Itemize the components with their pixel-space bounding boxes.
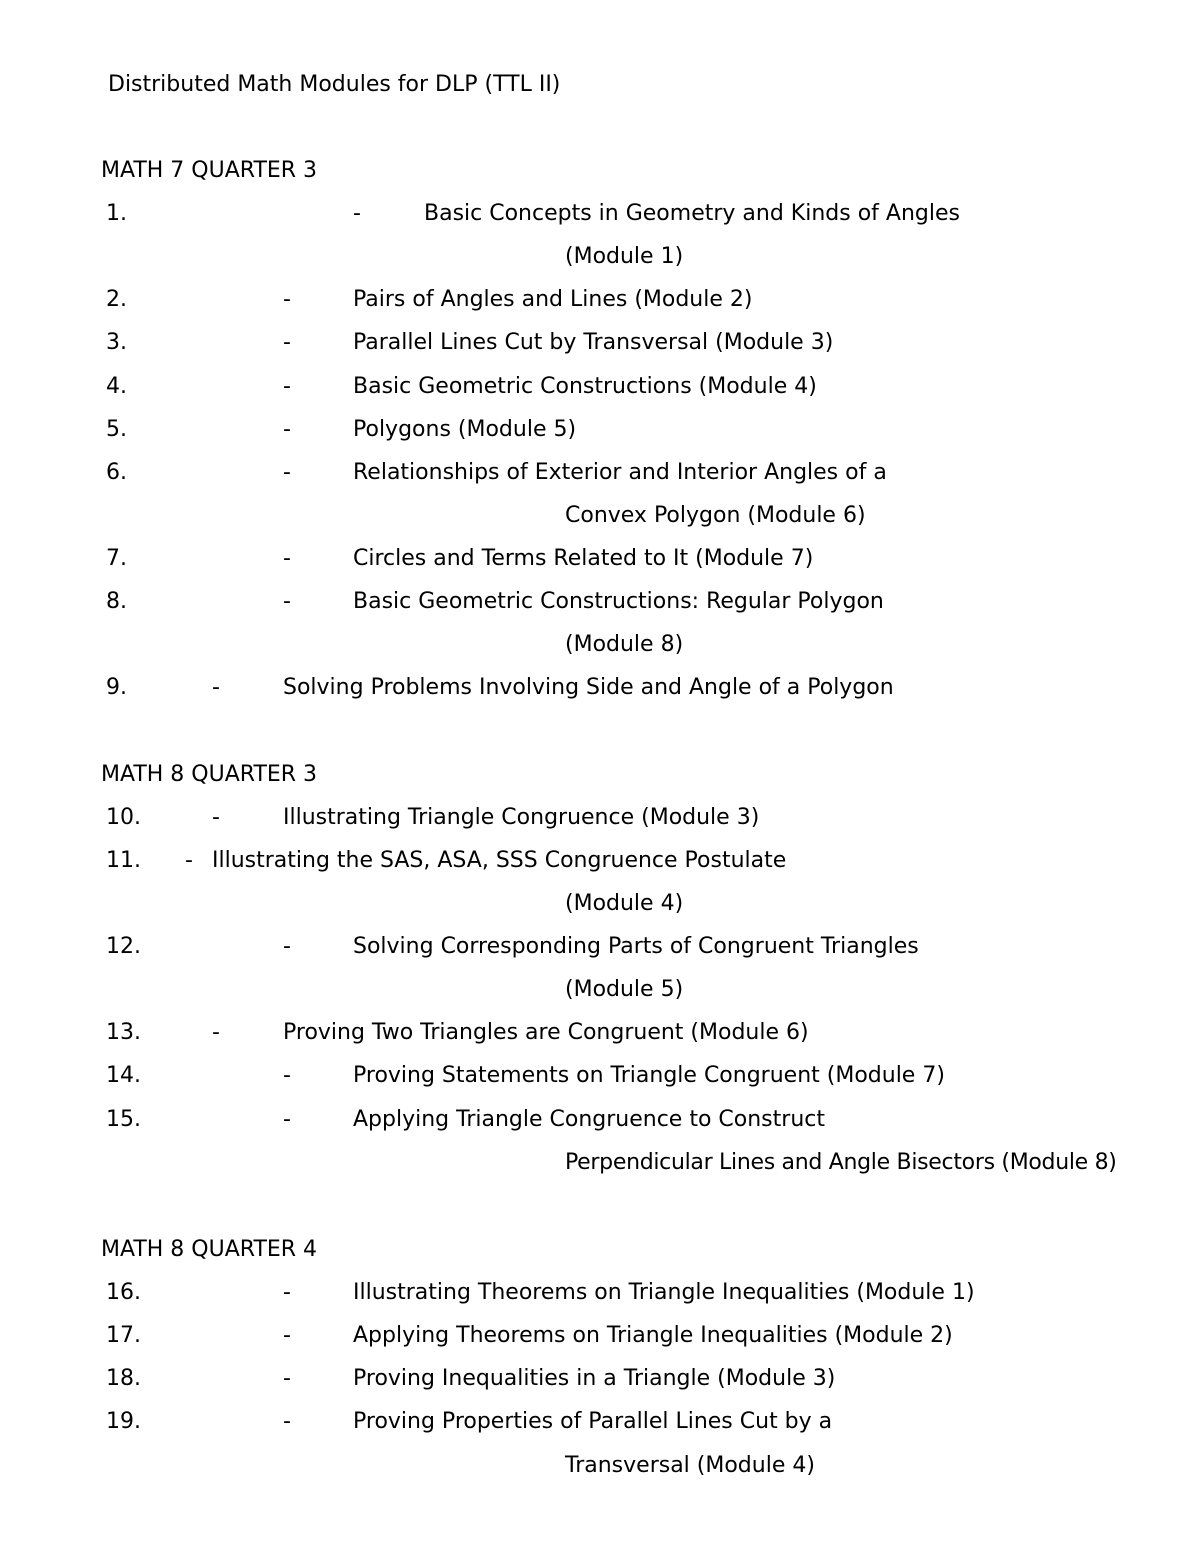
item-dash: - (283, 1280, 291, 1305)
item-continuation: Perpendicular Lines and Angle Bisectors (Module 8) (565, 1150, 1117, 1175)
item-number: 6. (106, 460, 127, 485)
item-dash: - (283, 417, 291, 442)
item-text: Solving Problems Involving Side and Angle of a Polygon (283, 675, 894, 700)
item-text: Proving Statements on Triangle Congruent (Module 7) (353, 1063, 945, 1088)
item-continuation: Convex Polygon (Module 6) (565, 503, 866, 528)
item-dash: - (283, 934, 291, 959)
item-number: 17. (106, 1323, 141, 1348)
item-continuation: Transversal (Module 4) (565, 1453, 815, 1478)
item-text: Parallel Lines Cut by Transversal (Module 3) (353, 330, 834, 355)
section-heading-math7-q3: MATH 7 QUARTER 3 (101, 158, 318, 183)
item-number: 14. (106, 1063, 141, 1088)
item-text: Circles and Terms Related to It (Module 7) (353, 546, 814, 571)
item-text: Proving Two Triangles are Congruent (Module 6) (283, 1020, 809, 1045)
item-dash: - (283, 1107, 291, 1132)
item-number: 18. (106, 1366, 141, 1391)
item-text: Illustrating Triangle Congruence (Module 3) (283, 805, 760, 830)
item-dash: - (212, 675, 220, 700)
item-number: 3. (106, 330, 127, 355)
document-title: Distributed Math Modules for DLP (TTL II) (108, 72, 561, 97)
section-heading-math8-q4: MATH 8 QUARTER 4 (101, 1237, 318, 1262)
item-dash: - (212, 805, 220, 830)
item-continuation: (Module 8) (565, 632, 684, 657)
item-text: Basic Geometric Constructions (Module 4) (353, 374, 817, 399)
item-dash: - (353, 201, 361, 226)
item-dash: - (283, 374, 291, 399)
item-dash: - (283, 1409, 291, 1434)
item-number: 12. (106, 934, 141, 959)
item-dash: - (283, 287, 291, 312)
item-text: Polygons (Module 5) (353, 417, 577, 442)
item-number: 19. (106, 1409, 141, 1434)
item-text: Relationships of Exterior and Interior Angles of a (353, 460, 887, 485)
item-dash: - (283, 546, 291, 571)
item-text: Illustrating Theorems on Triangle Inequalities (Module 1) (353, 1280, 975, 1305)
item-number: 11. (106, 848, 141, 873)
item-number: 7. (106, 546, 127, 571)
item-dash: - (283, 460, 291, 485)
item-dash: - (212, 1020, 220, 1045)
item-dash: - (283, 330, 291, 355)
item-number: 4. (106, 374, 127, 399)
item-dash: - (283, 1063, 291, 1088)
item-number: 9. (106, 675, 127, 700)
item-continuation: (Module 1) (565, 244, 684, 269)
item-number: 5. (106, 417, 127, 442)
item-number: 1. (106, 201, 127, 226)
item-number: 10. (106, 805, 141, 830)
item-text: Proving Inequalities in a Triangle (Module 3) (353, 1366, 836, 1391)
item-number: 16. (106, 1280, 141, 1305)
item-continuation: (Module 4) (565, 891, 684, 916)
item-text: Solving Corresponding Parts of Congruent Triangles (353, 934, 919, 959)
section-heading-math8-q3: MATH 8 QUARTER 3 (101, 762, 318, 787)
item-dash: - (283, 1366, 291, 1391)
item-text: Basic Geometric Constructions: Regular Polygon (353, 589, 884, 614)
item-text: Applying Theorems on Triangle Inequalities (Module 2) (353, 1323, 953, 1348)
item-text: Pairs of Angles and Lines (Module 2) (353, 287, 753, 312)
item-text: Proving Properties of Parallel Lines Cut by a (353, 1409, 833, 1434)
item-number: 2. (106, 287, 127, 312)
item-number: 8. (106, 589, 127, 614)
item-text: Illustrating the SAS, ASA, SSS Congruence Postulate (212, 848, 787, 873)
item-continuation: (Module 5) (565, 977, 684, 1002)
item-text: Applying Triangle Congruence to Construct (353, 1107, 825, 1132)
item-number: 15. (106, 1107, 141, 1132)
item-dash: - (283, 589, 291, 614)
item-dash: - (283, 1323, 291, 1348)
item-number: 13. (106, 1020, 141, 1045)
item-text: Basic Concepts in Geometry and Kinds of Angles (424, 201, 960, 226)
item-dash: - (185, 848, 193, 873)
